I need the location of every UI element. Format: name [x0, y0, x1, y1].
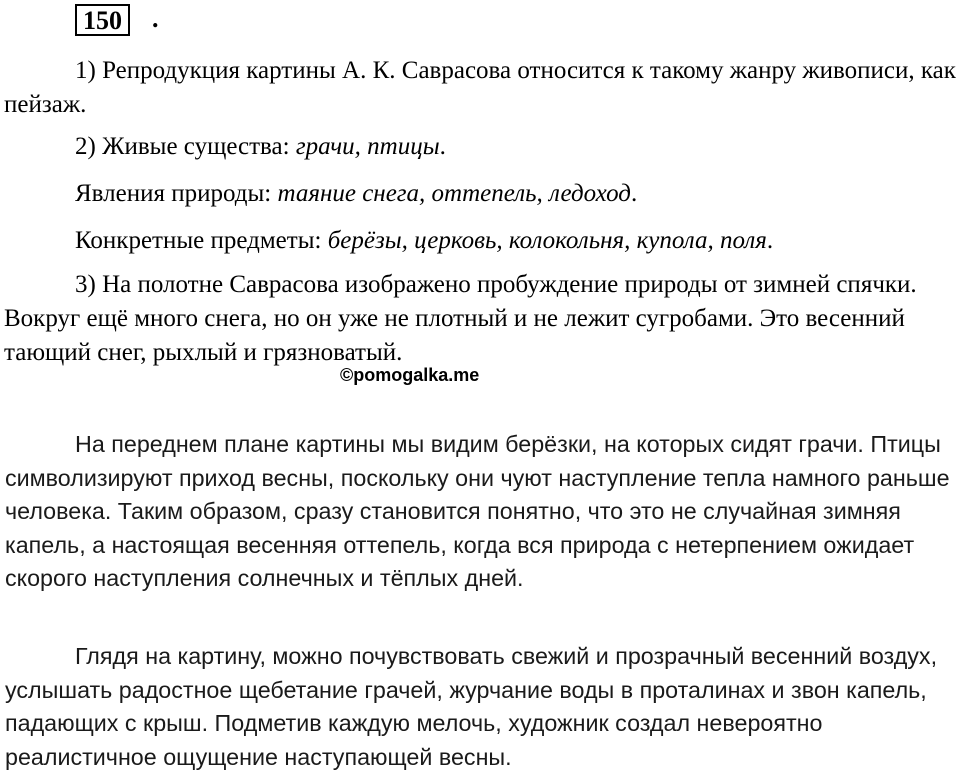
exercise-number: 150 [75, 4, 130, 36]
essay-paragraph-2: Глядя на картину, можно почувствовать свежий и прозрачный весенний воздух, услышать радостное щебетание грачей, журчание воды в проталинах и звон капель, падающих с крыш. Подметив каждую мелочь, художник создал невероятно реалистичное ощущение наступающей весны. [5, 643, 938, 770]
living-label: 2) Живые существа: [75, 133, 296, 160]
answer-part-1: 1) Репродукция картины А. К. Саврасова относится к такому жанру живописи, как пейзаж. [4, 57, 956, 118]
living-items: грачи, птицы [295, 133, 440, 160]
answer-part-2-nature [75, 177, 637, 211]
living-end: . [439, 133, 446, 160]
watermark: ©pomogalka.me [340, 365, 480, 385]
nature-items: таяние снега, оттепель, ледоход [277, 180, 631, 207]
nature-end: . [630, 180, 638, 207]
objects-end: . [766, 227, 774, 254]
essay-paragraph-1: На переднем плане картины мы видим берёзки, на которых сидят грачи. Птицы символизируют приход весны, поскольку они чуют наступление тепла намного раньше человека. Таким образом, сразу становится понятно, что это не случайная зимняя капель, а настоящая весенняя оттепель, когда вся природа с нетерпением ожидает скорого наступления солнечных и тёплых дней. [5, 431, 950, 591]
objects-items: берёзы, церковь, колокольня, купола, поля [327, 227, 767, 254]
nature-label: Явления природы: [75, 180, 278, 207]
answer-part-2-living [75, 130, 446, 164]
exercise-number-dot: . [152, 4, 159, 33]
answer-part-3: 3) На полотне Саврасова изображено пробуждение природы от зимней спячки. Вокруг ещё много снега, но он уже не плотный и не лежит сугробами. Это весенний тающий снег, рыхлый и грязноватый. [4, 271, 917, 366]
objects-label: Конкретные предметы: [75, 227, 328, 254]
answer-part-2-objects [75, 224, 773, 258]
